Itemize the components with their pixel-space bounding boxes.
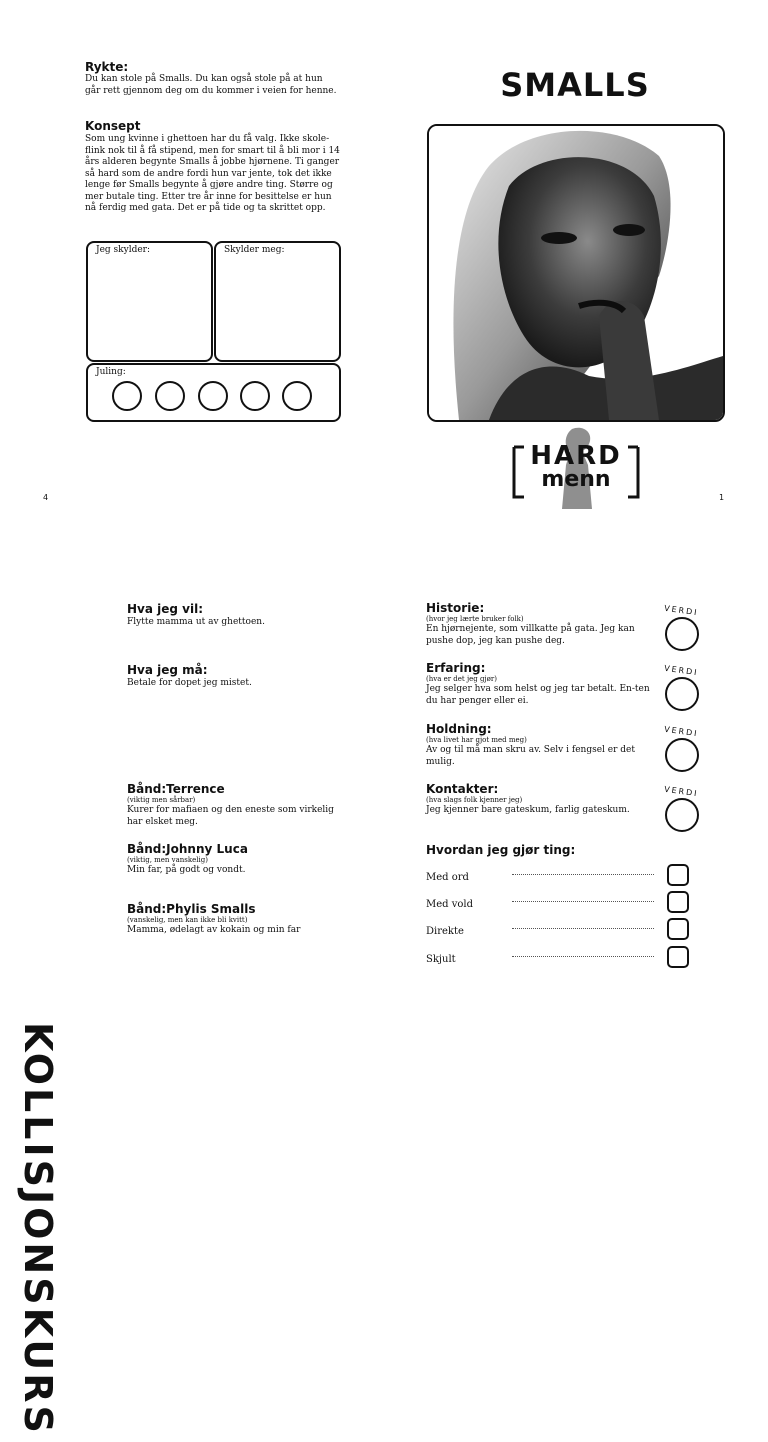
character-name: SMALLS xyxy=(500,66,650,104)
method-med-vold: Med vold xyxy=(426,899,474,910)
portrait-illustration xyxy=(429,126,723,420)
hva-jeg-vil-title: Hva jeg vil: xyxy=(127,602,204,616)
jeg-skylder-label: Jeg skylder: xyxy=(96,245,151,255)
method-skjult: Skjult xyxy=(426,954,456,965)
portrait xyxy=(427,124,725,422)
section-title: Holdning: xyxy=(426,722,492,736)
logo-word-hard: HARD xyxy=(530,441,622,471)
rykte-text: Du kan stole på Smalls. Du kan også stole på at hun går rett gjennom deg om du kommer i veien for henne. xyxy=(85,74,337,96)
bond-terrence xyxy=(127,782,347,828)
section-sub: (hva er det jeg gjør) xyxy=(426,675,497,683)
vertical-title: KOLLISJONSKURS xyxy=(16,1022,60,1436)
section-kontakter xyxy=(426,782,651,817)
skylder-meg-box[interactable] xyxy=(214,241,341,362)
method-checkbox-skjult[interactable] xyxy=(667,946,689,968)
section-title: Kontakter: xyxy=(426,782,499,796)
bond-sub: (viktig, men vanskelig) xyxy=(127,856,208,864)
verdi-circle-kontakter[interactable] xyxy=(665,798,699,832)
bond-title: Bånd:Johnny Luca xyxy=(127,842,248,856)
hvordan-title: Hvordan jeg gjør ting: xyxy=(426,843,576,857)
section-text: Jeg selger hva som helst og jeg tar betalt. En-ten du har penger eller ei. xyxy=(426,684,650,706)
logo-word-menn: menn xyxy=(541,467,611,492)
verdi-label: VERDI xyxy=(663,663,700,678)
hva-jeg-ma-text: Betale for dopet jeg mistet. xyxy=(127,678,252,688)
bond-sub: (viktig men sårbar) xyxy=(127,796,196,804)
hva-jeg-ma-title: Hva jeg må: xyxy=(127,663,208,677)
bond-phylis-smalls xyxy=(127,902,347,937)
bond-text: Min far, på godt og vondt. xyxy=(127,865,246,875)
verdi-label: VERDI xyxy=(663,784,700,799)
harde-menn-logo xyxy=(510,425,642,513)
section-erfaring xyxy=(426,661,651,707)
juling-circle[interactable] xyxy=(112,381,142,411)
method-direkte: Direkte xyxy=(426,926,464,937)
konsept-text: Som ung kvinne i ghettoen har du få valg. Ikke skole-flink nok til å få stipend, men for smart til å bli mor i 14 års alderen begynte Smalls å jobbe hjørnene. Ti ganger så hard som de andre fordi hun var jente, tok det ikke lenge før Smalls begynte å gjøre andre ting. Større og mer butale ting. Etter tre år inne for besittelse er hun nå ferdig med gata. Det er på tide og ta skrittet opp. xyxy=(85,134,340,213)
juling-circle[interactable] xyxy=(198,381,228,411)
bond-title: Bånd:Phylis Smalls xyxy=(127,902,256,916)
rykte-title: Rykte: xyxy=(85,60,129,74)
juling-circle[interactable] xyxy=(282,381,312,411)
method-checkbox-med-ord[interactable] xyxy=(667,864,689,886)
method-line xyxy=(512,874,654,875)
section-text: En hjørnejente, som villkatte på gata. Jeg kan pushe dop, jeg kan pushe deg. xyxy=(426,624,635,646)
section-text: Jeg kjenner bare gateskum, farlig gateskum. xyxy=(426,805,630,815)
section-historie xyxy=(426,601,651,647)
section-sub: (hva slags folk kjenner jeg) xyxy=(426,796,523,804)
method-line xyxy=(512,928,654,929)
section-sub: (hvor jeg lærte bruker folk) xyxy=(426,615,524,623)
verdi-label: VERDI xyxy=(663,603,700,618)
bond-title: Bånd:Terrence xyxy=(127,782,225,796)
bond-text: Mamma, ødelagt av kokain og min far xyxy=(127,925,301,935)
method-med-ord: Med ord xyxy=(426,872,469,883)
method-line xyxy=(512,956,654,957)
verdi-circle-erfaring[interactable] xyxy=(665,677,699,711)
section-sub: (hva livet har gjot med meg) xyxy=(426,736,527,744)
juling-label: Juling: xyxy=(96,367,126,377)
section-holdning xyxy=(426,722,651,768)
skylder-meg-label: Skylder meg: xyxy=(224,245,285,255)
jeg-skylder-box[interactable] xyxy=(86,241,213,362)
juling-box xyxy=(86,363,341,422)
verdi-label: VERDI xyxy=(663,724,700,739)
bond-sub: (vanskelig, men kan ikke bli kvitt) xyxy=(127,916,248,924)
method-checkbox-direkte[interactable] xyxy=(667,918,689,940)
section-text: Av og til må man skru av. Selv i fengsel er det mulig. xyxy=(426,745,635,767)
juling-circle[interactable] xyxy=(240,381,270,411)
verdi-circle-holdning[interactable] xyxy=(665,738,699,772)
page-number-right: 1 xyxy=(719,493,725,502)
section-title: Erfaring: xyxy=(426,661,486,675)
bond-text: Kurer for mafiaen og den eneste som virkelig har elsket meg. xyxy=(127,805,334,827)
section-title: Historie: xyxy=(426,601,485,615)
page-number-left: 4 xyxy=(43,493,49,502)
bond-johnny-luca xyxy=(127,842,347,877)
konsept-title: Konsept xyxy=(85,119,141,133)
juling-circle[interactable] xyxy=(155,381,185,411)
verdi-circle-historie[interactable] xyxy=(665,617,699,651)
method-line xyxy=(512,901,654,902)
hva-jeg-vil-text: Flytte mamma ut av ghettoen. xyxy=(127,617,265,627)
method-checkbox-med-vold[interactable] xyxy=(667,891,689,913)
